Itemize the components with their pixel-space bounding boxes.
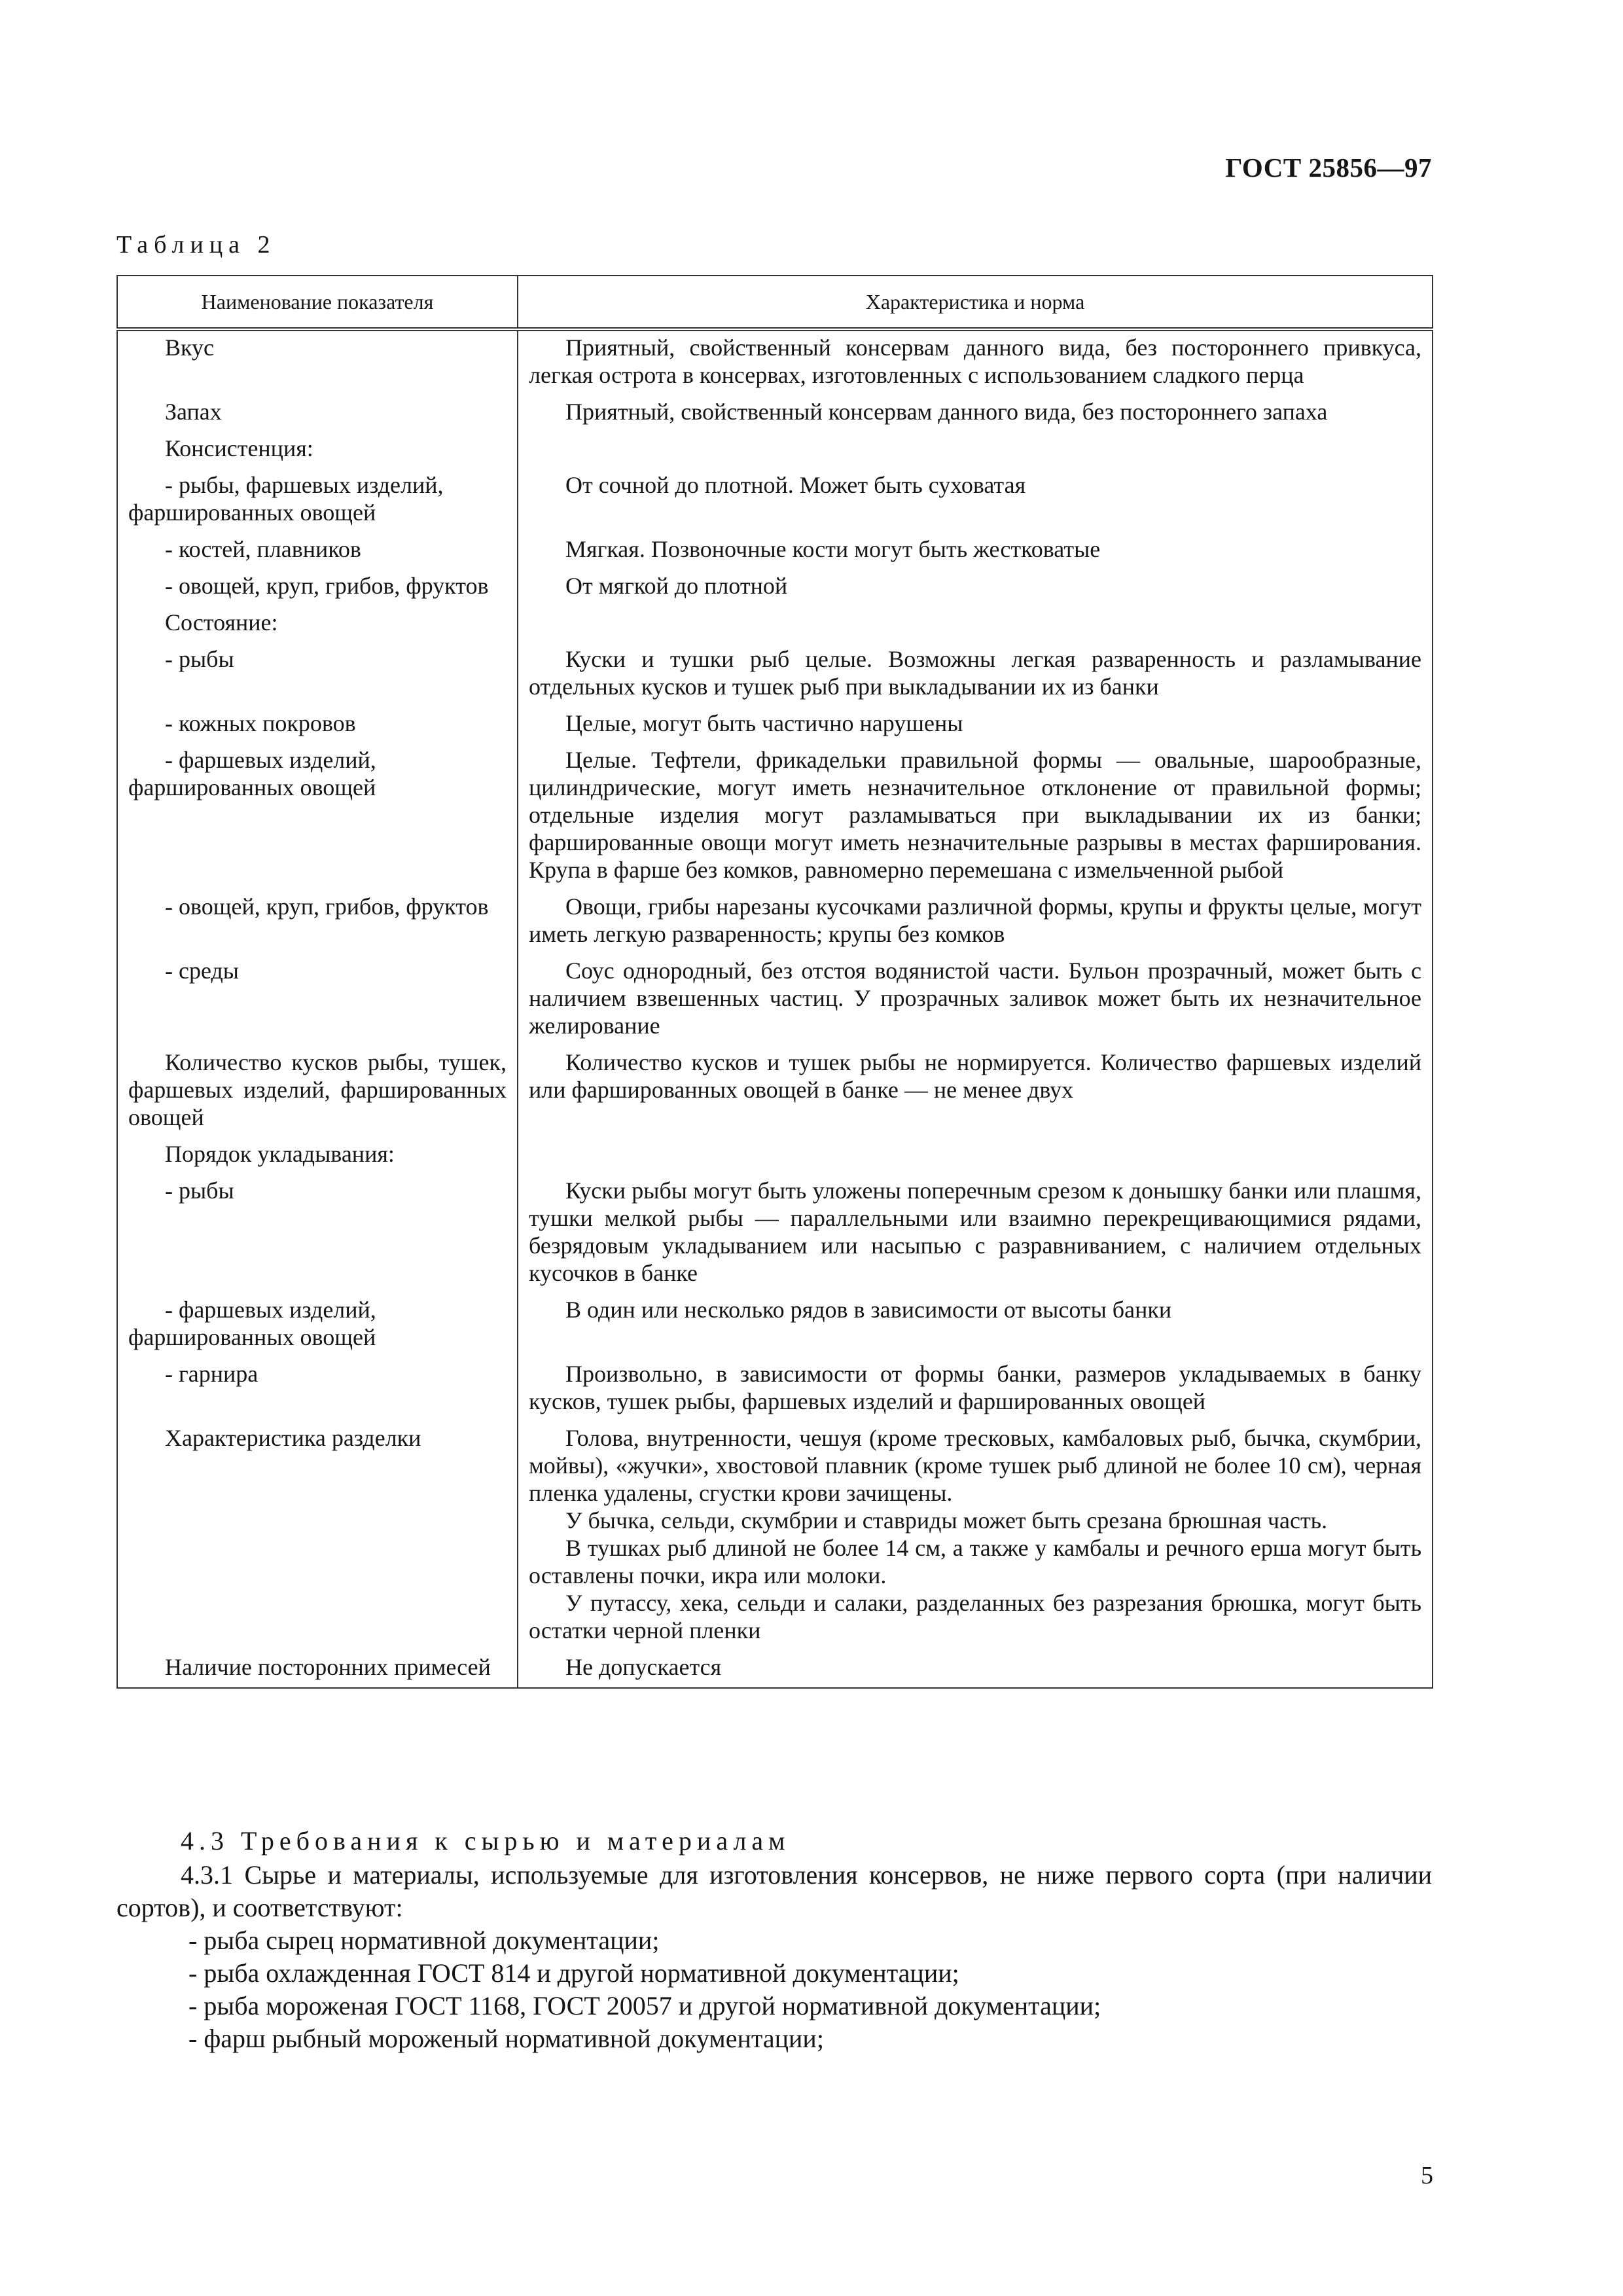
indicator-norm: Целые, могут быть частично нарушены (518, 707, 1433, 744)
norm-paragraph: У бычка, сельди, скумбрии и ставриды может быть срезана брюшная часть. (565, 1507, 1328, 1534)
indicator-name: - овощей, круп, грибов, фруктов (117, 890, 518, 954)
table-row (117, 707, 1433, 744)
table-row (117, 890, 1433, 954)
indicator-name: Характеристика разделки (117, 1422, 518, 1651)
indicator-name: - рыбы (117, 643, 518, 707)
indicator-name: Запах (117, 395, 518, 432)
indicator-name: Порядок укладывания: (117, 1138, 518, 1174)
table-row (117, 533, 1433, 569)
table-row (117, 643, 1433, 707)
norm-paragraph: Голова, внутренности, чешуя (кроме тресковых, камбаловых рыб, бычка, скумбрии, мойвы), «жучки», хвостовой плавник (кроме тушек рыб длиной не более 10 см), черная пленка удалены, сгустки крови зачищены. (529, 1425, 1421, 1506)
column-header-indicator: Наименование показателя (117, 276, 518, 329)
indicator-norm: Приятный, свойственный консервам данного вида, без постороннего запаха (518, 395, 1433, 432)
document-code: ГОСТ 25856—97 (1225, 152, 1432, 183)
indicator-name: Вкус (117, 329, 518, 395)
indicator-name: - гарнира (117, 1357, 518, 1422)
indicator-name: - костей, плавников (117, 533, 518, 569)
indicator-norm: Произвольно, в зависимости от формы банки, размеров укладываемых в банку кусков, тушек рыбы, фаршевых изделий и фаршированных овощей (518, 1357, 1433, 1422)
indicator-norm: Не допускается (518, 1651, 1433, 1688)
indicator-name: - фаршевых изделий, фаршированных овощей (117, 744, 518, 890)
table-row (117, 1651, 1433, 1688)
indicator-norm: Куски и тушки рыб целые. Возможны легкая разваренность и разламывание отдельных кусков и тушек рыб при выкладывании их из банки (518, 643, 1433, 707)
indicator-name: Наличие посторонних примесей (117, 1651, 518, 1688)
table-row (117, 432, 1433, 469)
indicator-norm: Куски рыбы могут быть уложены поперечным срезом к донышку банки или плашмя, тушки мелкой рыбы — параллельными или взаимно перекрещивающимися рядами, безрядовым укладыванием или насыпью с разравниванием, с наличием отдельных кусочков в банке (518, 1174, 1433, 1293)
indicator-name: - кожных покровов (117, 707, 518, 744)
indicator-norm: Соус однородный, без отстоя водянистой части. Бульон прозрачный, может быть с наличием взвешенных частиц. У прозрачных заливок может быть их незначительное желирование (518, 954, 1433, 1046)
table-body (117, 329, 1433, 1688)
norm-paragraph: В тушках рыб длиной не более 14 см, а также у камбалы и речного ерша могут быть оставлены почки, икра или молоки. (529, 1535, 1421, 1588)
table-row (117, 569, 1433, 606)
indicator-norm (518, 1422, 1433, 1651)
indicator-norm: Овощи, грибы нарезаны кусочками различной формы, крупы и фрукты целые, могут иметь легкую разваренность; крупы без комков (518, 890, 1433, 954)
indicator-name: Консистенция: (117, 432, 518, 469)
indicators-table (116, 275, 1433, 1689)
section-paragraph: 4.3.1 Сырье и материалы, используемые для изготовления консервов, не ниже первого сорта (при наличии сортов), и соответствуют: (116, 1860, 1432, 1922)
section-title: 4.3 Требования к сырью и материалам (181, 1826, 791, 1856)
indicator-norm (518, 1138, 1433, 1174)
indicator-norm: Мягкая. Позвоночные кости могут быть жестковатые (518, 533, 1433, 569)
indicator-norm: В один или несколько рядов в зависимости от высоты банки (518, 1293, 1433, 1357)
indicator-name: - фаршевых изделий, фаршированных овощей (117, 1293, 518, 1357)
indicator-norm: Количество кусков и тушек рыбы не нормируется. Количество фаршевых изделий или фаршированных овощей в банке — не менее двух (518, 1046, 1433, 1138)
indicator-norm (518, 432, 1433, 469)
indicator-norm: Приятный, свойственный консервам данного вида, без постороннего привкуса, легкая острота в консервах, изготовленных с использованием сладкого перца (518, 329, 1433, 395)
indicator-name: Состояние: (117, 606, 518, 643)
page-number: 5 (1421, 2162, 1433, 2189)
indicator-norm: От мягкой до плотной (518, 569, 1433, 606)
list-item: - фарш рыбный мороженый нормативной документации; (188, 2024, 824, 2053)
indicator-norm (518, 606, 1433, 643)
indicator-name: - рыбы (117, 1174, 518, 1293)
table-row (117, 606, 1433, 643)
table-row (117, 1357, 1433, 1422)
table-header-row (117, 276, 1433, 329)
table-row (117, 1174, 1433, 1293)
indicator-name: - рыбы, фаршевых изделий, фаршированных овощей (117, 469, 518, 533)
list-item: - рыба сырец нормативной документации; (188, 1926, 660, 1955)
indicator-name: - среды (117, 954, 518, 1046)
list-item: - рыба охлажденная ГОСТ 814 и другой нормативной документации; (188, 1958, 959, 1988)
table-row (117, 395, 1433, 432)
table-row (117, 744, 1433, 890)
table-row (117, 1138, 1433, 1174)
table-row (117, 954, 1433, 1046)
requirements-list (116, 1924, 1432, 2055)
indicator-norm: От сочной до плотной. Может быть суховатая (518, 469, 1433, 533)
table-row (117, 1046, 1433, 1138)
table-caption: Таблица 2 (116, 231, 276, 259)
table-row (117, 1422, 1433, 1651)
column-header-norm: Характеристика и норма (518, 276, 1433, 329)
norm-paragraph: У путассу, хека, сельди и салаки, разделанных без разрезания брюшка, могут быть остатки черной пленки (529, 1590, 1421, 1643)
list-item: - рыба мороженая ГОСТ 1168, ГОСТ 20057 и другой нормативной документации; (188, 1991, 1101, 2020)
indicator-norm: Целые. Тефтели, фрикадельки правильной формы — овальные, шарообразные, цилиндрические, могут иметь незначительное отклонение от правильной формы; отдельные изделия могут разламываться при выкладывании их из банки; фаршированные овощи могут иметь незначительные разрывы в местах фарширования. Крупа в фарше без комков, равномерно перемешана с измельченной рыбой (518, 744, 1433, 890)
table-row (117, 329, 1433, 395)
table-row (117, 1293, 1433, 1357)
table-row (117, 469, 1433, 533)
indicator-name: Количество кусков рыбы, тушек, фаршевых изделий, фаршированных овощей (117, 1046, 518, 1138)
section-raw-materials (116, 1825, 1432, 2055)
indicator-name: - овощей, круп, грибов, фруктов (117, 569, 518, 606)
